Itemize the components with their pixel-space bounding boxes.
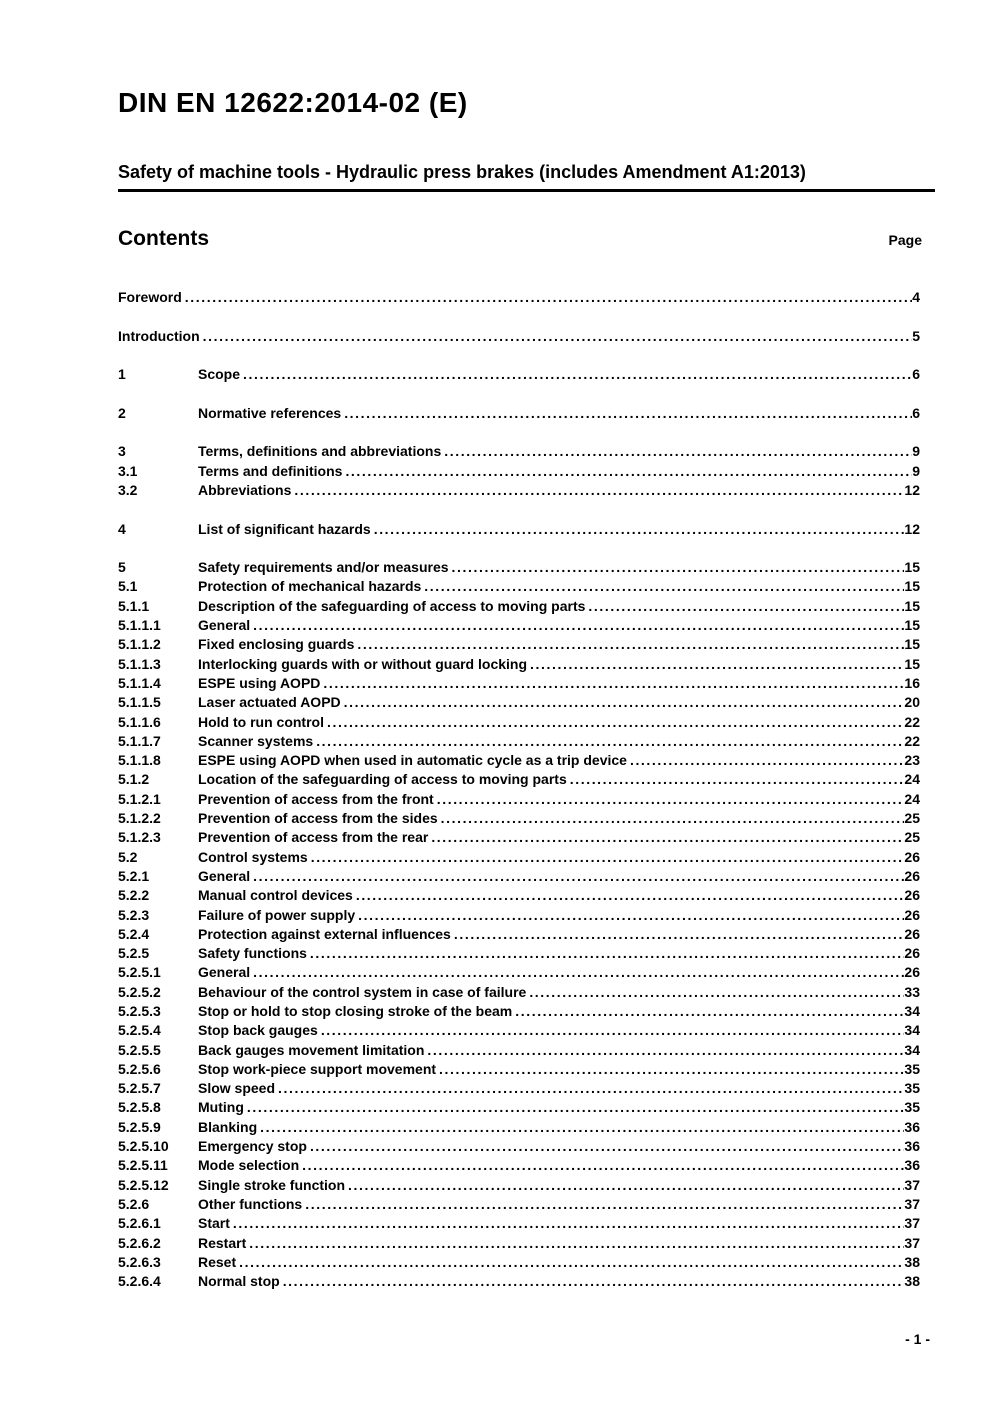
toc-entry-number: 3.2 — [118, 481, 138, 498]
toc-entry-page: 35 — [904, 1080, 920, 1097]
toc-leader-dots — [441, 442, 912, 461]
toc-entry-page: 5 — [912, 327, 920, 344]
toc-leader-dots — [354, 635, 904, 654]
toc-entry-title: General — [198, 964, 251, 981]
toc-entry-title: Abbreviations — [198, 481, 292, 498]
toc-entry-title: General — [198, 867, 251, 884]
toc-entry-title: Slow speed — [198, 1080, 276, 1097]
toc-entry-number: 5.2.1 — [118, 867, 150, 884]
toc-leader-dots — [341, 404, 912, 423]
toc-row — [118, 655, 935, 674]
toc-entry-title: Emergency stop — [198, 1138, 307, 1155]
toc-row — [118, 1021, 935, 1040]
toc-leader-dots — [313, 732, 904, 751]
toc-row — [118, 616, 935, 635]
toc-entry-title: Protection of mechanical hazards — [198, 578, 422, 595]
toc-leader-dots — [527, 655, 904, 674]
toc-entry-number: 5.1.2 — [118, 771, 150, 788]
toc-leader-dots — [302, 1195, 904, 1214]
toc-entry-title: List of significant hazards — [198, 520, 371, 537]
toc-entry-number: 3.1 — [118, 462, 138, 479]
toc-entry-page: 12 — [904, 520, 920, 537]
toc-leader-dots — [250, 867, 904, 886]
toc-entry-title: Mode selection — [198, 1157, 300, 1174]
toc-entry-page: 6 — [912, 366, 920, 383]
toc-entry-page: 15 — [904, 655, 920, 672]
toc-row — [118, 462, 935, 481]
toc-row — [118, 944, 935, 963]
document-title: DIN EN 12622:2014-02 (E) — [118, 87, 468, 118]
toc-entry-number: 5.1 — [118, 578, 138, 595]
toc-entry-page: 25 — [904, 829, 920, 846]
toc-leader-dots — [526, 983, 904, 1002]
toc-entry-title: Terms, definitions and abbreviations — [198, 443, 442, 460]
toc-leader-dots — [320, 674, 904, 693]
toc-entry-number: 5.2 — [118, 848, 138, 865]
toc-entry-title: Laser actuated AOPD — [198, 694, 341, 711]
toc-entry-title: Failure of power supply — [198, 906, 356, 923]
toc-leader-dots — [307, 944, 905, 963]
toc-entry-title: Reset — [198, 1253, 237, 1270]
toc-leader-dots — [428, 828, 904, 847]
toc-entry-page: 26 — [904, 925, 920, 942]
toc-leader-dots — [275, 1079, 904, 1098]
toc-leader-dots — [424, 1041, 904, 1060]
toc-entry-page: 15 — [904, 559, 920, 576]
toc-row — [118, 867, 935, 886]
toc-entry-page: 38 — [904, 1253, 920, 1270]
toc-entry-title: Muting — [198, 1099, 244, 1116]
toc-entry-title: Start — [198, 1215, 230, 1232]
toc-entry-number: 5.2.6.4 — [118, 1273, 161, 1290]
toc-row — [118, 288, 935, 307]
toc-leader-dots — [236, 1253, 904, 1272]
toc-entry-page: 26 — [904, 945, 920, 962]
toc-entry-page: 34 — [904, 1002, 920, 1019]
toc-entry-page: 22 — [904, 713, 920, 730]
toc-entry-number: 5.1.1.8 — [118, 752, 161, 769]
toc-leader-dots — [371, 520, 905, 539]
toc-leader-dots — [627, 751, 904, 770]
toc-entry-page: 35 — [904, 1099, 920, 1116]
toc-entry-title: Restart — [198, 1234, 247, 1251]
toc-entry-number: 5.2.5.8 — [118, 1099, 161, 1116]
toc-row — [118, 577, 935, 596]
toc-row — [118, 828, 935, 847]
toc-row — [118, 809, 935, 828]
toc-row — [118, 790, 935, 809]
toc-leader-dots — [308, 848, 905, 867]
toc-leader-dots — [324, 713, 904, 732]
toc-entry-page: 25 — [904, 810, 920, 827]
toc-leader-dots — [355, 906, 904, 925]
toc-entry-number: 5.2.2 — [118, 887, 150, 904]
toc-entry-page: 9 — [912, 443, 920, 460]
toc-leader-dots — [240, 365, 912, 384]
toc-leader-dots — [318, 1021, 905, 1040]
toc-row — [118, 481, 935, 500]
toc-leader-dots — [585, 597, 904, 616]
toc-entry-page: 15 — [904, 636, 920, 653]
toc-row — [118, 1234, 935, 1253]
toc-row — [118, 1176, 935, 1195]
toc-row — [118, 713, 935, 732]
toc-leader-dots — [230, 1214, 905, 1233]
toc-row — [118, 597, 935, 616]
toc-entry-title: General — [198, 617, 251, 634]
toc-leader-dots — [307, 1137, 904, 1156]
toc-entry-title: ESPE using AOPD — [198, 674, 321, 691]
toc-entry-number: 5.2.5.2 — [118, 983, 161, 1000]
toc-entry-number: 5.1.1.7 — [118, 732, 161, 749]
toc-leader-dots — [182, 288, 912, 307]
toc-leader-dots — [434, 790, 905, 809]
toc-row — [118, 925, 935, 944]
toc-entry-title: Foreword — [118, 289, 182, 305]
toc-leader-dots — [438, 809, 905, 828]
toc-leader-dots — [244, 1098, 905, 1117]
toc-row — [118, 1253, 935, 1272]
toc-leader-dots — [250, 616, 904, 635]
toc-entry-page: 26 — [904, 848, 920, 865]
toc-row — [118, 1041, 935, 1060]
toc-row — [118, 327, 935, 346]
toc-entry-page: 37 — [904, 1215, 920, 1232]
toc-entry-title: Behaviour of the control system in case of failure — [198, 983, 527, 1000]
toc-entry-page: 34 — [904, 1041, 920, 1058]
toc-entry-page: 24 — [904, 790, 920, 807]
toc-entry-title: Blanking — [198, 1118, 258, 1135]
toc-entry-page: 34 — [904, 1022, 920, 1039]
toc-entry-number: 5.1.1.4 — [118, 674, 161, 691]
toc-entry-page: 15 — [904, 578, 920, 595]
toc-row — [118, 770, 935, 789]
toc-entry-number: 5.1.1 — [118, 597, 150, 614]
toc-entry-page: 36 — [904, 1157, 920, 1174]
toc-entry-page: 16 — [904, 674, 920, 691]
toc-entry-page: 37 — [904, 1176, 920, 1193]
toc-entry-page: 36 — [904, 1138, 920, 1155]
toc-entry-page: 24 — [904, 771, 920, 788]
toc-entry-number: 5.2.6.1 — [118, 1215, 161, 1232]
toc-row — [118, 1079, 935, 1098]
toc-entry-number: 5.2.5.10 — [118, 1138, 169, 1155]
toc-leader-dots — [299, 1156, 904, 1175]
toc-entry-page: 35 — [904, 1060, 920, 1077]
toc-row — [118, 983, 935, 1002]
toc-entry-title: Normative references — [198, 404, 342, 421]
toc-row — [118, 1156, 935, 1175]
toc-row — [118, 963, 935, 982]
toc-row — [118, 635, 935, 654]
toc-entry-page: 4 — [912, 289, 920, 305]
toc-leader-dots — [512, 1002, 904, 1021]
toc-row — [118, 1272, 935, 1291]
toc-entry-title: Prevention of access from the rear — [198, 829, 429, 846]
toc-entry-number: 5.2.6.2 — [118, 1234, 161, 1251]
toc-entry-page: 15 — [904, 617, 920, 634]
toc-entry-number: 5.2.5.12 — [118, 1176, 169, 1193]
toc-entry-number: 5 — [118, 559, 126, 576]
toc-entry-number: 5.2.5.5 — [118, 1041, 161, 1058]
toc-entry-title: Fixed enclosing guards — [198, 636, 355, 653]
toc-entry-page: 26 — [904, 906, 920, 923]
toc-leader-dots — [280, 1272, 905, 1291]
toc-row — [118, 674, 935, 693]
toc-row — [118, 751, 935, 770]
toc-entry-title: Interlocking guards with or without guard locking — [198, 655, 528, 672]
toc-entry-page: 9 — [912, 462, 920, 479]
toc-row — [118, 404, 935, 423]
toc-leader-dots — [200, 327, 913, 346]
toc-row — [118, 520, 935, 539]
toc-entry-page: 37 — [904, 1234, 920, 1251]
toc-row — [118, 558, 935, 577]
toc-entry-page: 33 — [904, 983, 920, 1000]
toc-entry-title: Prevention of access from the sides — [198, 810, 438, 827]
toc-leader-dots — [449, 558, 905, 577]
toc-entry-title: Normal stop — [198, 1273, 280, 1290]
toc-entry-title: Hold to run control — [198, 713, 324, 730]
toc-entry-title: Prevention of access from the front — [198, 790, 434, 807]
toc-entry-page: 6 — [912, 404, 920, 421]
toc-row — [118, 732, 935, 751]
toc-entry-title: Terms and definitions — [198, 462, 343, 479]
toc-entry-title: Scanner systems — [198, 732, 314, 749]
toc-entry-number: 5.2.5.6 — [118, 1060, 161, 1077]
toc-list — [118, 288, 935, 1291]
toc-leader-dots — [341, 693, 905, 712]
toc-entry-number: 5.2.5.11 — [118, 1157, 168, 1174]
toc-entry-number: 1 — [118, 366, 126, 383]
toc-entry-number: 5.1.1.2 — [118, 636, 161, 653]
toc-entry-number: 5.2.5.7 — [118, 1080, 161, 1097]
toc-row — [118, 848, 935, 867]
toc-entry-number: 2 — [118, 404, 126, 421]
toc-entry-number: 5.2.5.1 — [118, 964, 161, 981]
toc-row — [118, 1137, 935, 1156]
toc-entry-number: 3 — [118, 443, 126, 460]
toc-entry-number: 5.2.5 — [118, 945, 150, 962]
toc-entry-number: 5.1.1.1 — [118, 617, 161, 634]
footer-page-number: - 1 - — [905, 1331, 930, 1347]
toc-entry-title: Back gauges movement limitation — [198, 1041, 425, 1058]
toc-entry-title: Other functions — [198, 1195, 303, 1212]
toc-entry-number: 5.2.5.3 — [118, 1002, 161, 1019]
toc-row — [118, 906, 935, 925]
toc-leader-dots — [291, 481, 904, 500]
toc-leader-dots — [342, 462, 912, 481]
toc-entry-page: 20 — [904, 694, 920, 711]
toc-entry-title: Stop back gauges — [198, 1022, 318, 1039]
toc-leader-dots — [246, 1234, 904, 1253]
toc-entry-title: Safety requirements and/or measures — [198, 559, 449, 576]
toc-entry-number: 5.1.1.5 — [118, 694, 161, 711]
toc-leader-dots — [257, 1118, 904, 1137]
toc-entry-title: Location of the safeguarding of access to moving parts — [198, 771, 567, 788]
toc-leader-dots — [421, 577, 904, 596]
toc-entry-number: 5.1.2.2 — [118, 810, 161, 827]
toc-leader-dots — [451, 925, 905, 944]
toc-leader-dots — [353, 886, 905, 905]
toc-entry-number: 5.2.4 — [118, 925, 150, 942]
toc-entry-page: 22 — [904, 732, 920, 749]
contents-heading: Contents — [118, 227, 209, 250]
document-subtitle: Safety of machine tools - Hydraulic press brakes (includes Amendment A1:2013) — [118, 161, 935, 192]
toc-entry-number: 4 — [118, 520, 126, 537]
contents-header — [118, 226, 922, 252]
toc-entry-page: 12 — [904, 481, 920, 498]
toc-row — [118, 442, 935, 461]
toc-entry-number: 5.1.2.1 — [118, 790, 161, 807]
toc-entry-page: 26 — [904, 887, 920, 904]
toc-entry-title: Description of the safeguarding of access to moving parts — [198, 597, 586, 614]
toc-entry-title: Safety functions — [198, 945, 307, 962]
toc-entry-title: Stop work-piece support movement — [198, 1060, 437, 1077]
toc-row — [118, 365, 935, 384]
toc-leader-dots — [567, 770, 905, 789]
toc-row — [118, 1098, 935, 1117]
toc-entry-number: 5.2.6.3 — [118, 1253, 161, 1270]
toc-entry-title: Protection against external influences — [198, 925, 451, 942]
toc-leader-dots — [345, 1176, 904, 1195]
toc-entry-page: 26 — [904, 867, 920, 884]
toc-entry-page: 15 — [904, 597, 920, 614]
toc-entry-title: Introduction — [118, 327, 200, 344]
toc-row — [118, 886, 935, 905]
toc-row — [118, 1060, 935, 1079]
toc-entry-number: 5.2.5.9 — [118, 1118, 161, 1135]
toc-entry-page: 37 — [904, 1195, 920, 1212]
toc-row — [118, 1195, 935, 1214]
toc-row — [118, 1118, 935, 1137]
toc-entry-number: 5.2.5.4 — [118, 1022, 161, 1039]
toc-entry-title: Single stroke function — [198, 1176, 346, 1193]
toc-entry-number: 5.2.3 — [118, 906, 150, 923]
toc-entry-number: 5.1.1.3 — [118, 655, 161, 672]
toc-entry-title: Scope — [198, 366, 241, 383]
toc-entry-title: ESPE using AOPD when used in automatic cycle as a trip device — [198, 752, 627, 769]
page-column-label: Page — [888, 232, 922, 248]
toc-entry-title: Control systems — [198, 848, 308, 865]
toc-entry-number: 5.1.2.3 — [118, 829, 161, 846]
toc-entry-page: 23 — [904, 752, 920, 769]
toc-entry-page: 36 — [904, 1118, 920, 1135]
toc-row — [118, 1002, 935, 1021]
toc-entry-page: 38 — [904, 1273, 920, 1290]
toc-leader-dots — [250, 963, 904, 982]
toc-row — [118, 693, 935, 712]
toc-entry-number: 5.2.6 — [118, 1195, 150, 1212]
toc-leader-dots — [436, 1060, 904, 1079]
toc-row — [118, 1214, 935, 1233]
toc-entry-title: Stop or hold to stop closing stroke of the beam — [198, 1002, 513, 1019]
toc-entry-number: 5.1.1.6 — [118, 713, 161, 730]
toc-entry-page: 26 — [904, 964, 920, 981]
toc-entry-title: Manual control devices — [198, 887, 353, 904]
